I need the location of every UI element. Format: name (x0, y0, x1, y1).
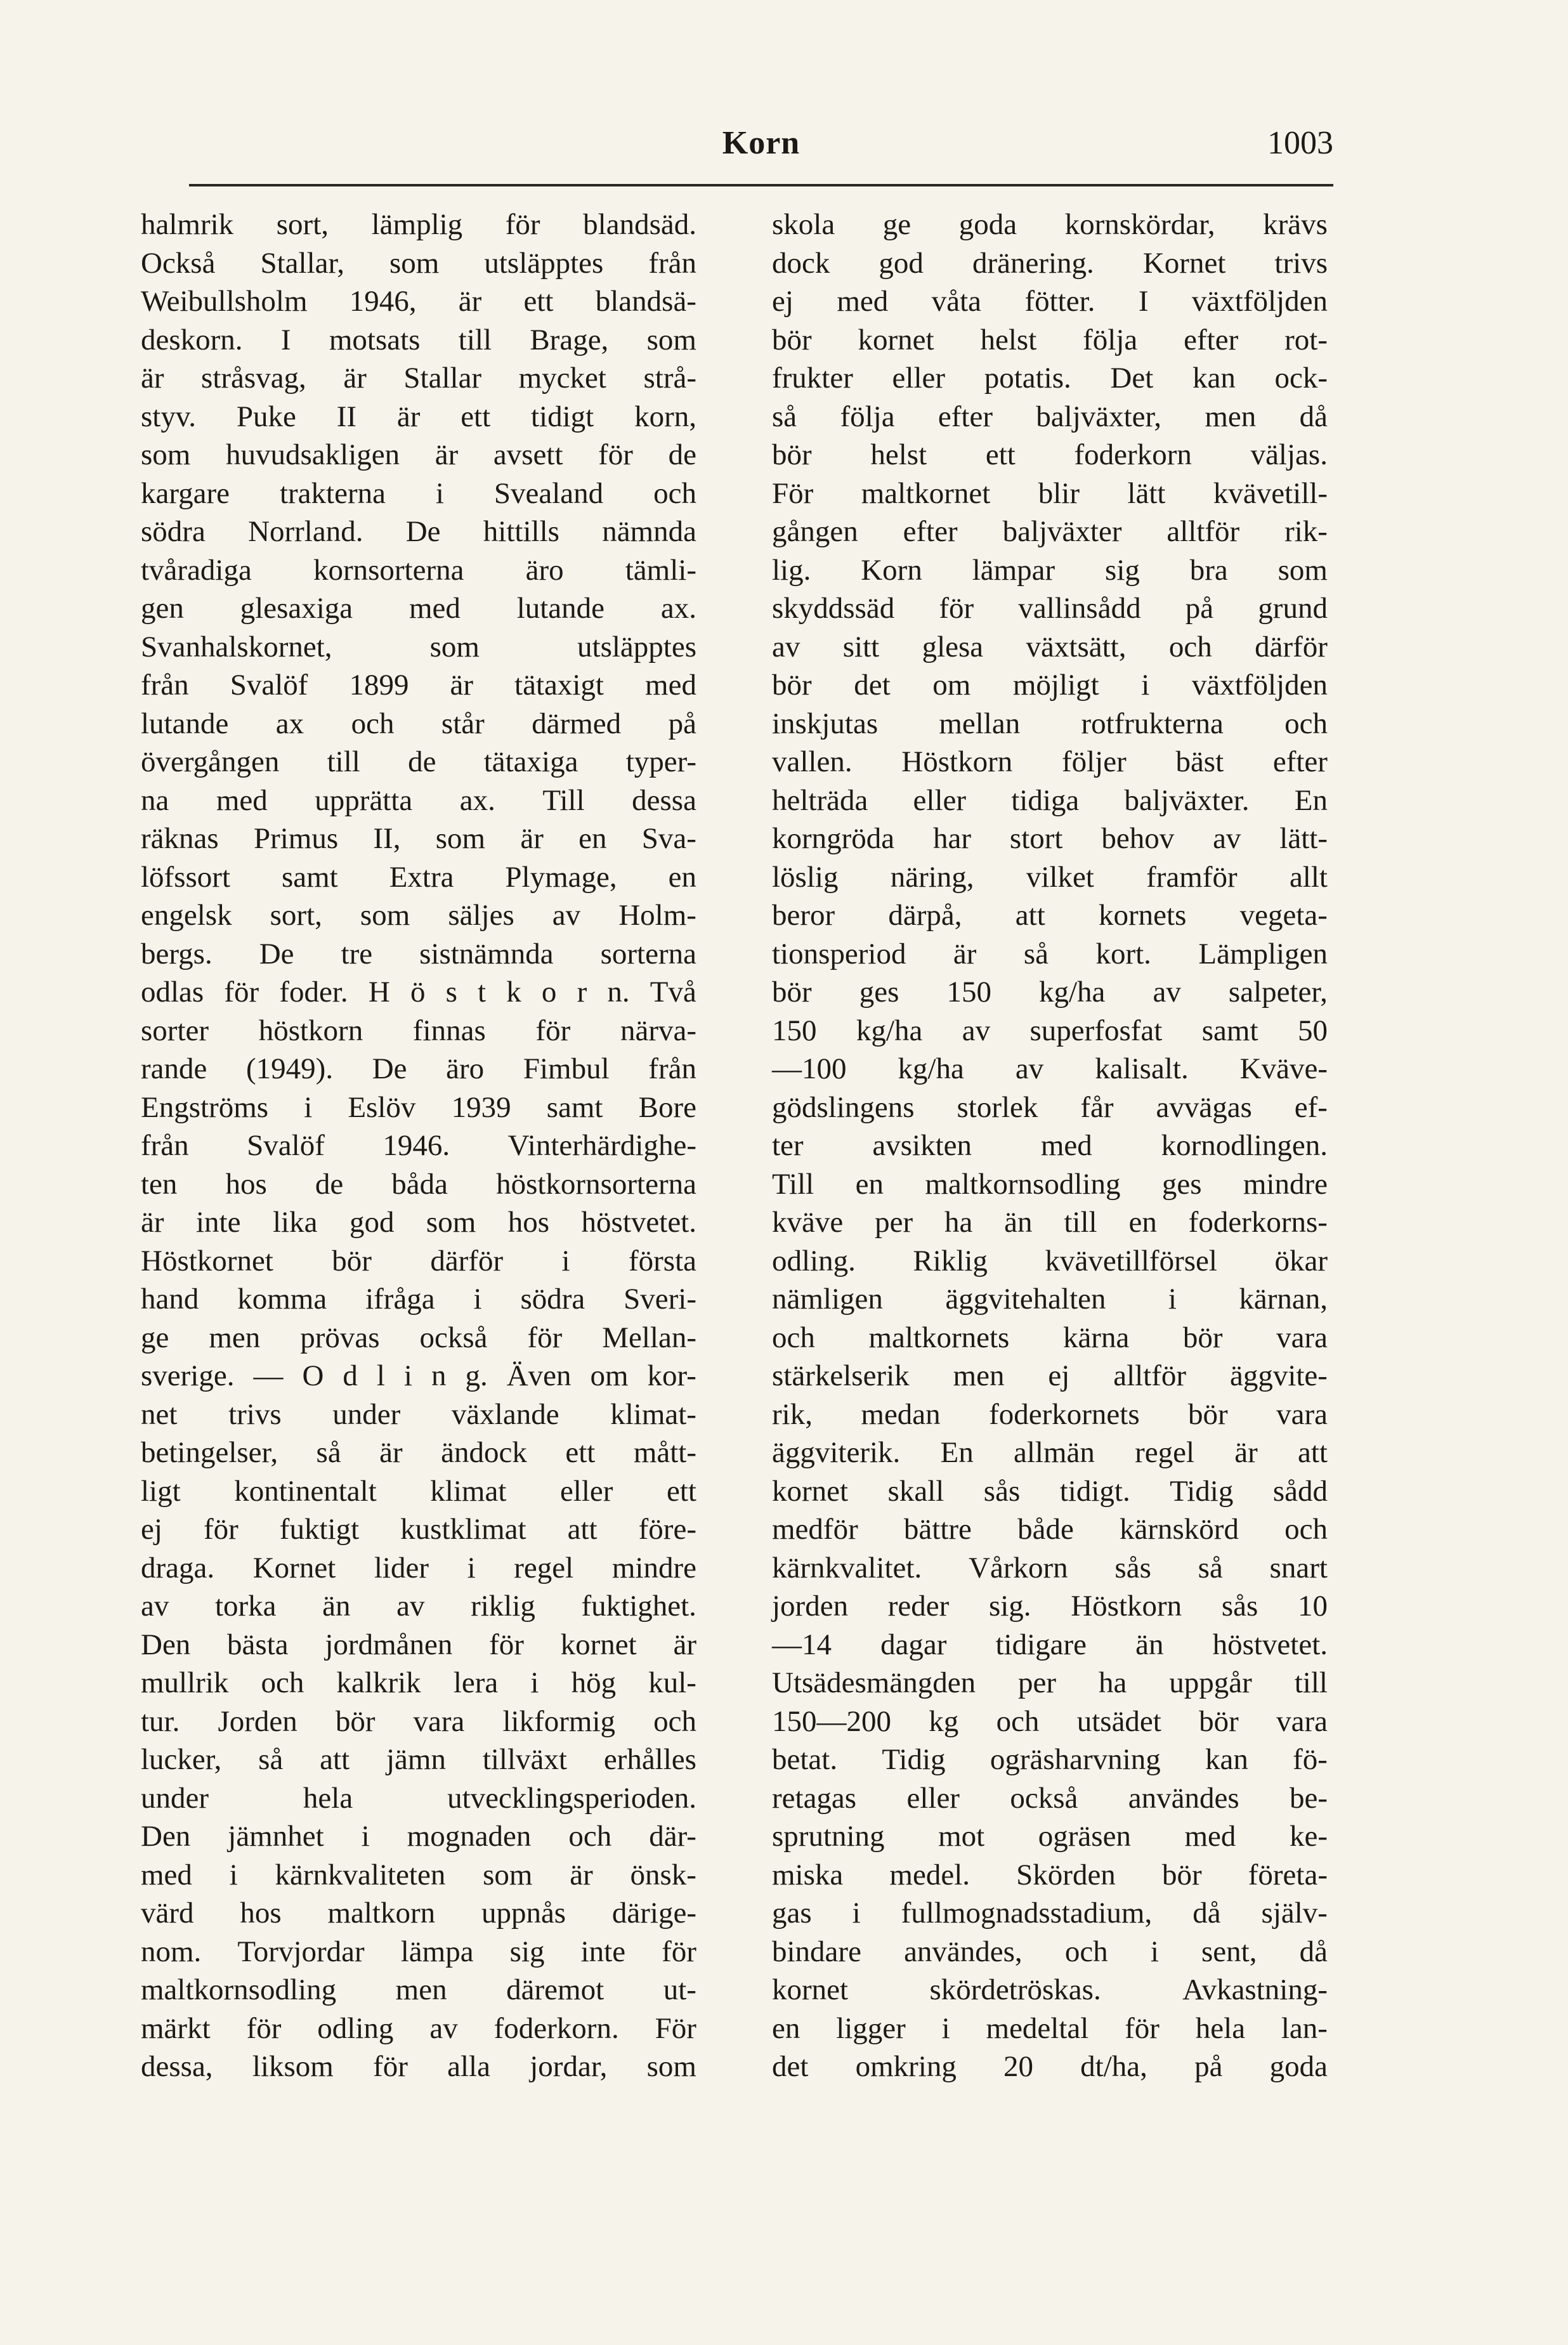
text-line: lig. Korn lämpar sig bra som (772, 553, 1328, 587)
text-line: är stråsvag, är Stallar mycket strå- (141, 362, 696, 395)
text-line: dessa, liksom för alla jordar, som (141, 2050, 696, 2083)
text-line: lutande ax och står därmed på (141, 707, 696, 740)
text-line: beror därpå, att kornets vegeta- (772, 899, 1328, 932)
text-line: Weibullsholm 1946, är ett blandsä- (141, 285, 696, 318)
header-rule (189, 184, 1333, 186)
text-line: så följa efter baljväxter, men då (772, 400, 1328, 433)
text-line: tur. Jorden bör vara likformig och (141, 1704, 696, 1738)
text-line: Till en maltkornsodling ges mindre (772, 1167, 1328, 1201)
text-line: 150 kg/ha av superfosfat samt 50 (772, 1014, 1328, 1047)
text-line: lucker, så att jämn tillväxt erhålles (141, 1743, 696, 1776)
text-line: halmrik sort, lämplig för blandsäd. (141, 208, 696, 241)
text-line: —100 kg/ha av kalisalt. Kväve- (772, 1052, 1328, 1085)
text-line: 150—200 kg och utsädet bör vara (772, 1704, 1328, 1738)
text-line: kväve per ha än till en foderkorns- (772, 1206, 1328, 1239)
text-line: löfssort samt Extra Plymage, en (141, 860, 696, 894)
text-line: stärkelserik men ej alltför äggvite- (772, 1359, 1328, 1392)
text-line: Den bästa jordmånen för kornet är (141, 1628, 696, 1661)
page-header (189, 121, 1333, 190)
text-line: miska medel. Skörden bör företa- (772, 1858, 1328, 1891)
text-line: av torka än av riklig fuktighet. (141, 1590, 696, 1623)
text-line: löslig näring, vilket framför allt (772, 860, 1328, 894)
text-line: tvåradiga kornsorterna äro tämli- (141, 553, 696, 587)
text-line: är inte lika god som hos höstvetet. (141, 1206, 696, 1239)
text-line: Svanhalskornet, som utsläpptes (141, 630, 696, 663)
text-line: nämligen äggvitehalten i kärnan, (772, 1283, 1328, 1316)
text-column-left (141, 206, 696, 2086)
text-line: skola ge goda kornskördar, krävs (772, 208, 1328, 241)
text-line: bör ges 150 kg/ha av salpeter, (772, 976, 1328, 1009)
text-line: frukter eller potatis. Det kan ock- (772, 362, 1328, 395)
text-line: mullrik och kalkrik lera i hög kul- (141, 1666, 696, 1699)
text-line: gödslingens storlek får avvägas ef- (772, 1090, 1328, 1124)
text-line: jorden reder sig. Höstkorn sås 10 (772, 1590, 1328, 1623)
text-line: en ligger i medeltal för hela lan- (772, 2011, 1328, 2045)
text-line: draga. Kornet lider i regel mindre (141, 1551, 696, 1584)
text-line: helträda eller tidiga baljväxter. En (772, 783, 1328, 817)
text-line: engelsk sort, som säljes av Holm- (141, 899, 696, 932)
text-line: bör det om möjligt i växtföljden (772, 669, 1328, 702)
text-line: ten hos de båda höstkornsorterna (141, 1167, 696, 1201)
text-line: maltkornsodling men däremot ut- (141, 1973, 696, 2006)
text-line: deskorn. I motsats till Brage, som (141, 323, 696, 356)
text-line: skyddssäd för vallinsådd på grund (772, 592, 1328, 625)
text-line: under hela utvecklingsperioden. (141, 1781, 696, 1815)
text-line: inskjutas mellan rotfrukterna och (772, 707, 1328, 740)
text-line: na med upprätta ax. Till dessa (141, 783, 696, 817)
text-line: nom. Torvjordar lämpa sig inte för (141, 1935, 696, 1968)
text-column-right (772, 206, 1328, 2086)
text-line: kornet skördetröskas. Avkastning- (772, 1973, 1328, 2006)
text-line: vallen. Höstkorn följer bäst efter (772, 745, 1328, 778)
text-line: värd hos maltkorn uppnås därige- (141, 1897, 696, 1930)
text-line: södra Norrland. De hittills nämnda (141, 515, 696, 548)
text-line: bindare användes, och i sent, då (772, 1935, 1328, 1968)
text-line: net trivs under växlande klimat- (141, 1397, 696, 1431)
text-line: ej för fuktigt kustklimat att före- (141, 1513, 696, 1546)
text-line: Också Stallar, som utsläpptes från (141, 246, 696, 280)
text-line: hand komma ifråga i södra Sveri- (141, 1283, 696, 1316)
text-line: gas i fullmognadsstadium, då själv- (772, 1897, 1328, 1930)
text-line: dock god dränering. Kornet trivs (772, 246, 1328, 280)
text-line: ge men prövas också för Mellan- (141, 1321, 696, 1354)
text-line: som huvudsakligen är avsett för de (141, 438, 696, 471)
text-line: bör helst ett foderkorn väljas. (772, 438, 1328, 471)
text-line: bergs. De tre sistnämnda sorterna (141, 937, 696, 970)
text-line: äggviterik. En allmän regel är att (772, 1436, 1328, 1469)
text-line: kargare trakterna i Svealand och (141, 476, 696, 510)
text-line: ligt kontinentalt klimat eller ett (141, 1474, 696, 1508)
text-line: märkt för odling av foderkorn. För (141, 2011, 696, 2045)
text-line: odlas för foder. H ö s t k o r n. Två (141, 976, 696, 1009)
text-line: Den jämnhet i mognaden och där- (141, 1820, 696, 1853)
text-line: betingelser, så är ändock ett mått- (141, 1436, 696, 1469)
text-line: styv. Puke II är ett tidigt korn, (141, 400, 696, 433)
text-line: bör kornet helst följa efter rot- (772, 323, 1328, 356)
text-line: Utsädesmängden per ha uppgår till (772, 1666, 1328, 1699)
text-line: av sitt glesa växtsätt, och därför (772, 630, 1328, 663)
text-line: räknas Primus II, som är en Sva- (141, 822, 696, 855)
text-line: betat. Tidig ogräsharvning kan fö- (772, 1743, 1328, 1776)
text-line: sorter höstkorn finnas för närva- (141, 1014, 696, 1047)
text-line: från Svalöf 1899 är tätaxigt med (141, 669, 696, 702)
text-line: från Svalöf 1946. Vinterhärdighe- (141, 1129, 696, 1162)
text-line: tionsperiod är så kort. Lämpligen (772, 937, 1328, 970)
text-line: ej med våta fötter. I växtföljden (772, 285, 1328, 318)
text-line: gången efter baljväxter alltför rik- (772, 515, 1328, 548)
text-line: gen glesaxiga med lutande ax. (141, 592, 696, 625)
text-line: —14 dagar tidigare än höstvetet. (772, 1628, 1328, 1661)
page-number: 1003 (1267, 125, 1333, 161)
text-line: kornet skall sås tidigt. Tidig sådd (772, 1474, 1328, 1508)
text-line: medför bättre både kärnskörd och (772, 1513, 1328, 1546)
text-line: retagas eller också användes be- (772, 1781, 1328, 1815)
text-line: det omkring 20 dt/ha, på goda (772, 2050, 1328, 2083)
text-line: sverige. — O d l i n g. Även om kor- (141, 1359, 696, 1392)
text-line: Engströms i Eslöv 1939 samt Bore (141, 1090, 696, 1124)
text-line: odling. Riklig kvävetillförsel ökar (772, 1244, 1328, 1277)
running-title: Korn (722, 125, 800, 161)
text-line: med i kärnkvaliteten som är önsk- (141, 1858, 696, 1891)
text-line: sprutning mot ogräsen med ke- (772, 1820, 1328, 1853)
text-line: rik, medan foderkornets bör vara (772, 1397, 1328, 1431)
text-line: korngröda har stort behov av lätt- (772, 822, 1328, 855)
text-line: kärnkvalitet. Vårkorn sås så snart (772, 1551, 1328, 1584)
text-line: För maltkornet blir lätt kvävetill- (772, 476, 1328, 510)
text-line: ter avsikten med kornodlingen. (772, 1129, 1328, 1162)
text-line: övergången till de tätaxiga typer- (141, 745, 696, 778)
text-line: rande (1949). De äro Fimbul från (141, 1052, 696, 1085)
text-line: och maltkornets kärna bör vara (772, 1321, 1328, 1354)
text-line: Höstkornet bör därför i första (141, 1244, 696, 1277)
